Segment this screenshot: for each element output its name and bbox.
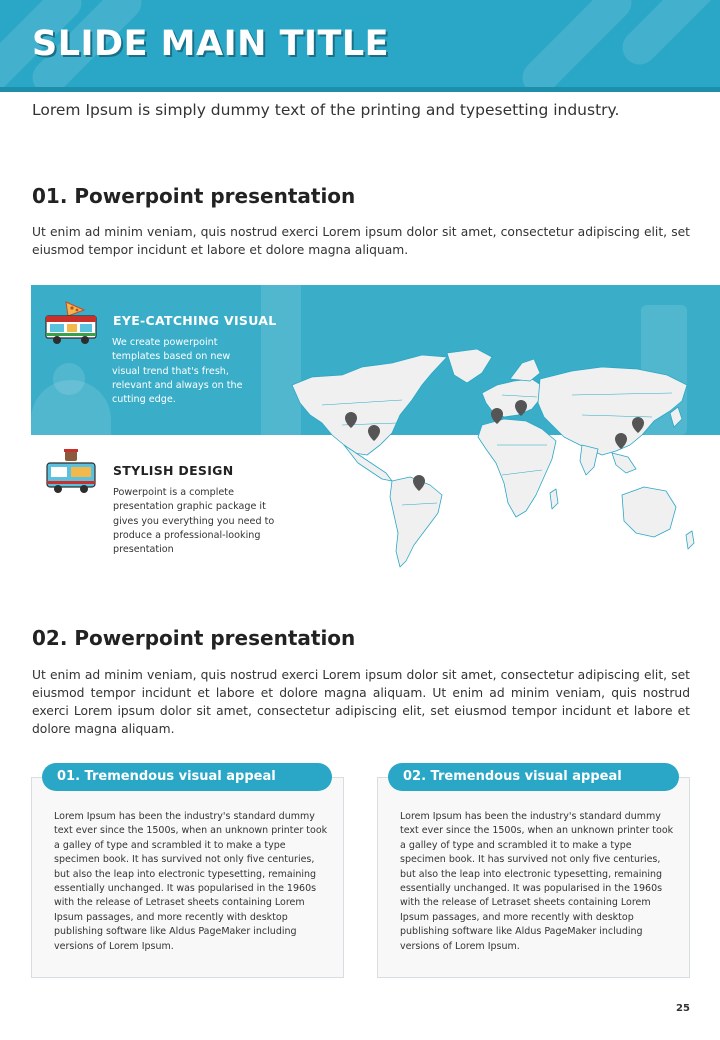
person-head-icon	[53, 363, 85, 395]
card-2	[377, 777, 690, 978]
world-map-icon	[282, 345, 702, 575]
card1-text: Lorem Ipsum has been the industry's standard dummy text ever since the 1500s, when an unknown printer took a galley of type and scrambled it to make a type specimen book. It has survived not only five centuries, but also the leap into electronic typesetting, remaining essentially unchanged. It was popularised in the 1960s with the release of Letraset sheets containing Lorem Ipsum passages, and more recently with desktop publishing software like Aldus PageMaker including versions of Lorem Ipsum.	[54, 811, 328, 952]
map-southeast-asia	[612, 453, 636, 473]
section1-title: 01. Powerpoint presentation	[32, 184, 356, 208]
map-south-america	[390, 477, 442, 567]
card2-text: Lorem Ipsum has been the industry's standard dummy text ever since the 1500s, when an unknown printer took a galley of type and scrambled it to make a type specimen book. It has survived not only five centuries, but also the leap into electronic typesetting, remaining essentially unchanged. It was popularised in the 1960s with the release of Letraset sheets containing Lorem Ipsum passages, and more recently with desktop publishing software like Aldus PageMaker including versions of Lorem Ipsum.	[400, 811, 674, 952]
slide-subtitle: Lorem Ipsum is simply dummy text of the printing and typesetting industry.	[32, 101, 620, 119]
map-new-zealand	[686, 531, 694, 549]
feature1-title: EYE-CATCHING VISUAL	[113, 313, 277, 328]
header-banner	[0, 0, 720, 92]
card2-title: 02. Tremendous visual appeal	[388, 763, 679, 791]
page-number: 25	[676, 1003, 690, 1014]
map-scandinavia	[510, 359, 540, 381]
feature2-title: STYLISH DESIGN	[113, 463, 234, 478]
card1-title: 01. Tremendous visual appeal	[42, 763, 332, 791]
section1-text: Ut enim ad minim veniam, quis nostrud exerci Lorem ipsum dolor sit amet, consectetur adipiscing elit, set eiusmod tempor incidunt et labore et dolore magna aliquam.	[32, 225, 690, 257]
map-madagascar	[550, 489, 558, 509]
map-north-america	[292, 355, 447, 455]
decor-stripe	[515, 0, 638, 92]
map-greenland	[447, 349, 492, 383]
section2-text: Ut enim ad minim veniam, quis nostrud exerci Lorem ipsum dolor sit amet, consectetur adipiscing elit, set eiusmod tempor incidunt et labore et dolore magna aliquam. Ut enim ad minim veniam, quis nostrud exerci Lorem ipsum dolor sit amet, consectetur adipiscing elit, set eiusmod tempor incidunt et labore et dolore magna aliquam.	[32, 668, 690, 736]
map-africa	[478, 419, 556, 517]
card-1	[31, 777, 344, 978]
map-europe	[482, 379, 544, 417]
section2-title: 02. Powerpoint presentation	[32, 626, 356, 650]
food-truck-coffee-icon	[45, 449, 97, 497]
feature2-text: Powerpoint is a complete presentation graphic package it gives you everything you need to produce a professional-looking presentation	[113, 487, 275, 556]
map-australia	[622, 487, 676, 537]
map-asia	[538, 367, 687, 455]
map-india	[580, 445, 598, 475]
feature1-text: We create powerpoint templates based on new visual trend that's fresh, relevant and always on the cutting edge.	[112, 337, 243, 406]
header-bottom-line	[0, 87, 720, 92]
slide-main-title: SLIDE MAIN TITLE	[32, 24, 390, 64]
decor-stripe	[615, 0, 720, 72]
food-truck-pizza-icon	[44, 300, 98, 348]
